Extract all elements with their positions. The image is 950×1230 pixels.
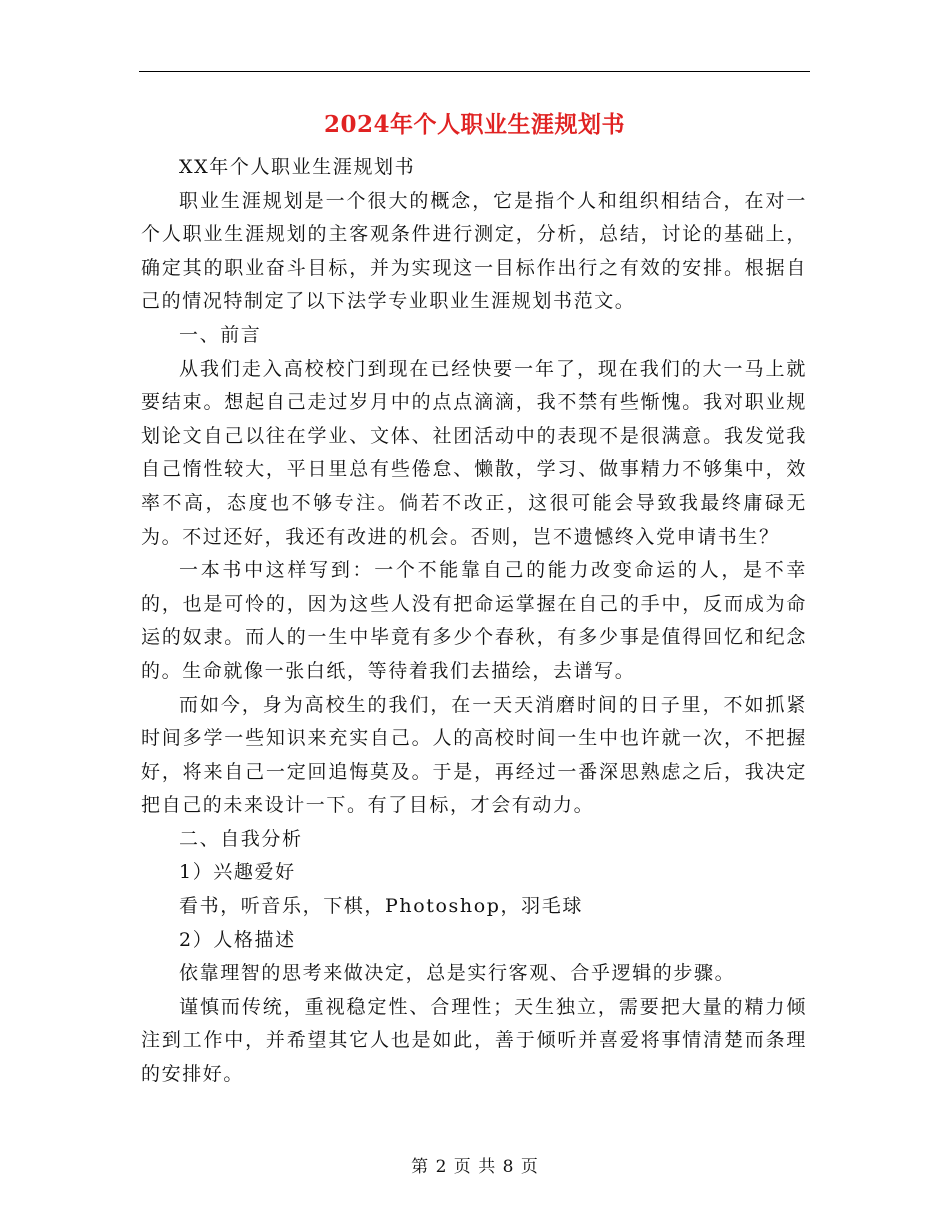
subheading-interests: 1）兴趣爱好: [179, 861, 296, 884]
paragraph-intro: 职业生涯规划是一个很大的概念，它是指个人和组织相结合，在对一个人职业生涯规划的主客观条件进行测定，分析，总结，讨论的基础上，确定其的职业奋斗目标，并为实现这一目标作出行之有效的安排。根据自己的情况特制定了以下法学专业职业生涯规划书范文。: [141, 189, 807, 313]
subheading-personality: 2）人格描述: [179, 928, 296, 951]
paragraph-personality-2: 谨慎而传统，重视稳定性、合理性；天生独立，需要把大量的精力倾注到工作中，并希望其它人也是如此，善于倾听并喜爱将事情清楚而条理的安排好。: [141, 995, 807, 1086]
paragraph-preface-2: 一本书中这样写到：一个不能靠自己的能力改变命运的人，是不幸的，也是可怜的，因为这些人没有把命运掌握在自己的手中，反而成为命运的奴隶。而人的一生中毕竟有多少个春秋，有多少事是值得回忆和纪念的。生命就像一张白纸，等待着我们去描绘，去谱写。: [141, 559, 807, 682]
header-rule: [139, 71, 810, 72]
document-body: [141, 151, 807, 1092]
paragraph-subtitle: XX年个人职业生涯规划书: [179, 156, 416, 178]
paragraph-preface-1: 从我们走入高校校门到现在已经快要一年了，现在我们的大一马上就要结束。想起自己走过岁月中的点点滴滴，我不禁有些惭愧。我对职业规划论文自己以往在学业、文体、社团活动中的表现不是很满意。我发觉我自己惰性较大，平日里总有些倦怠、懒散，学习、做事精力不够集中，效率不高，态度也不够专注。倘若不改正，这很可能会导致我最终庸碌无为。不过还好，我还有改进的机会。否则，岂不遗憾终入党申请书生？: [141, 357, 807, 548]
paragraph-personality-1: 依靠理智的思考来做决定，总是实行客观、合乎逻辑的步骤。: [179, 962, 736, 985]
paragraph-preface-3: 而如今，身为高校生的我们，在一天天消磨时间的日子里，不如抓紧时间多学一些知识来充实自己。人的高校时间一生中也许就一次，不把握好，将来自己一定回追悔莫及。于是，再经过一番深思熟虑之后，我决定把自己的未来设计一下。有了目标，才会有动力。: [141, 693, 807, 817]
paragraph-interests: 看书，听音乐，下棋，Photoshop，羽毛球: [179, 895, 583, 918]
section-heading-self-analysis: 二、自我分析: [179, 827, 303, 850]
page-number: 第 2 页 共 8 页: [411, 1157, 539, 1177]
section-heading-preface: 一、前言: [179, 323, 262, 346]
document-title: 2024年个人职业生涯规划书: [323, 111, 625, 138]
